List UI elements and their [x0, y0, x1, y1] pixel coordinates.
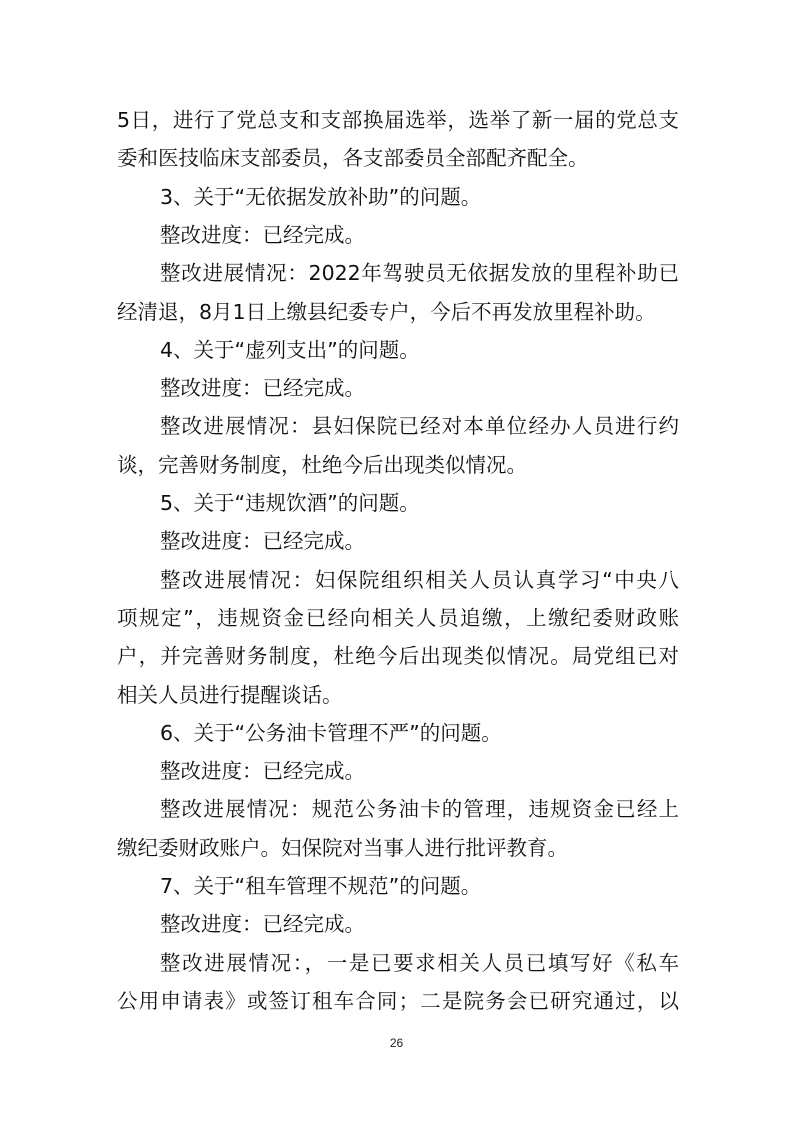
progress-line: 整改进度：已经完成。: [160, 223, 365, 247]
section-heading: 4、关于“虚列支出”的问题。: [160, 338, 420, 362]
paragraph-line: 整改进展情况：妇保院组织相关人员认真学习“中央八: [160, 568, 679, 592]
paragraph-line: 整改进展情况：规范公务油卡的管理，违规资金已经上: [160, 797, 679, 821]
paragraph-line: 公用申请表》或签订租车合同；二是院务会已研究通过，以: [117, 989, 679, 1013]
paragraph-line: 相关人员进行提醒谈话。: [117, 683, 343, 707]
paragraph-line: 经清退，8月1日上缴县纪委专户，今后不再发放里程补助。: [117, 300, 656, 324]
paragraph-line: 委和医技临床支部委员，各支部委员全部配齐配全。: [117, 146, 589, 170]
paragraph-line: 整改进展情况：，一是已要求相关人员已填写好《私车: [160, 951, 679, 975]
paragraph-line: 谈，完善财务制度，杜绝今后出现类似情况。: [117, 453, 527, 477]
section-heading: 7、关于“租车管理不规范”的问题。: [160, 874, 482, 898]
section-heading: 5、关于“违规饮酒”的问题。: [160, 491, 420, 515]
paragraph-line: 缴纪委财政账户。妇保院对当事人进行批评教育。: [117, 836, 568, 860]
paragraph-line: 整改进展情况：2022年驾驶员无依据发放的里程补助已: [160, 261, 679, 285]
progress-line: 整改进度：已经完成。: [160, 529, 365, 553]
paragraph-line: 项规定”，违规资金已经向相关人员追缴，上缴纪委财政账: [117, 606, 679, 630]
section-heading: 3、关于“无依据发放补助”的问题。: [160, 185, 482, 209]
page-number: 26: [389, 1036, 404, 1050]
paragraph-line: 户，并完善财务制度，杜绝今后出现类似情况。局党组已对: [117, 644, 679, 668]
paragraph-line: 5日，进行了党总支和支部换届选举，选举了新一届的党总支: [117, 108, 679, 132]
progress-line: 整改进度：已经完成。: [160, 912, 365, 936]
progress-line: 整改进度：已经完成。: [160, 759, 365, 783]
paragraph-line: 整改进展情况：县妇保院已经对本单位经办人员进行约: [160, 414, 679, 438]
section-heading: 6、关于“公务油卡管理不严”的问题。: [160, 721, 502, 745]
progress-line: 整改进度：已经完成。: [160, 376, 365, 400]
